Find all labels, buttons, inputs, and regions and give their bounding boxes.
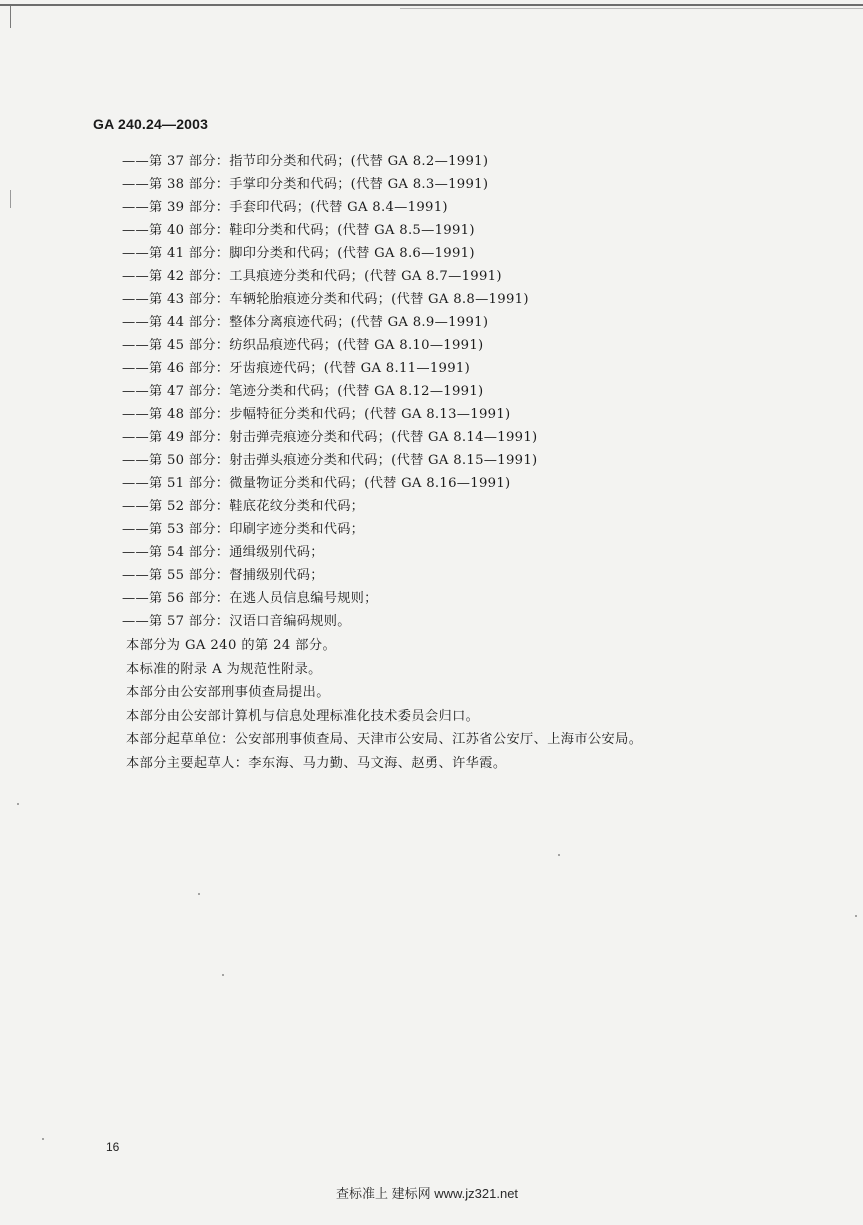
note-paragraph: 本标准的附录 A 为规范性附录。 <box>126 661 322 677</box>
list-item: ——第 54 部分：通缉级别代码； <box>122 545 324 560</box>
list-item: ——第 49 部分：射击弹壳痕迹分类和代码；(代替 GA 8.14—1991) <box>122 430 538 445</box>
page-number: 16 <box>106 1140 120 1154</box>
note-paragraph: 本部分主要起草人：李东海、马力勤、马文海、赵勇、许华霞。 <box>126 755 507 771</box>
scan-edge-line <box>0 4 863 6</box>
list-item: ——第 39 部分：手套印代码；(代替 GA 8.4—1991) <box>122 200 448 215</box>
note-paragraph: 本部分为 GA 240 的第 24 部分。 <box>126 638 337 653</box>
parts-list <box>122 150 762 633</box>
list-item: ——第 44 部分：整体分离痕迹代码；(代替 GA 8.9—1991) <box>122 315 489 330</box>
list-item: ——第 56 部分：在逃人员信息编号规则； <box>122 591 378 606</box>
list-item: ——第 52 部分：鞋底花纹分类和代码； <box>122 499 365 514</box>
list-item: ——第 50 部分：射击弹头痕迹分类和代码；(代替 GA 8.15—1991) <box>122 453 538 468</box>
scan-speck <box>17 803 19 805</box>
list-item: ——第 46 部分：牙齿痕迹代码；(代替 GA 8.11—1991) <box>122 361 471 376</box>
list-item: ——第 40 部分：鞋印分类和代码；(代替 GA 8.5—1991) <box>122 223 475 238</box>
scan-speck <box>855 915 857 917</box>
scan-margin-mark <box>10 190 11 208</box>
watermark-text: 查标准上 建标网 www.jz321.net <box>336 1186 519 1201</box>
scan-speck <box>558 854 560 856</box>
list-item: ——第 55 部分：督捕级别代码； <box>122 568 324 583</box>
list-item: ——第 51 部分：微量物证分类和代码；(代替 GA 8.16—1991) <box>122 476 511 491</box>
list-item: ——第 53 部分：印刷字迹分类和代码； <box>122 522 365 537</box>
standard-id-header: GA 240.24—2003 <box>93 116 209 132</box>
list-item: ——第 48 部分：步幅特征分类和代码；(代替 GA 8.13—1991) <box>122 407 511 422</box>
scan-margin-mark <box>10 6 11 28</box>
list-item: ——第 45 部分：纺织品痕迹代码；(代替 GA 8.10—1991) <box>122 338 484 353</box>
list-item: ——第 47 部分：笔迹分类和代码；(代替 GA 8.12—1991) <box>122 384 484 399</box>
list-item: ——第 42 部分：工具痕迹分类和代码；(代替 GA 8.7—1991) <box>122 269 502 284</box>
note-paragraph: 本部分起草单位：公安部刑事侦查局、天津市公安局、江苏省公安厅、上海市公安局。 <box>126 732 643 747</box>
note-paragraph: 本部分由公安部刑事侦查局提出。 <box>126 685 330 700</box>
scan-edge-line-secondary <box>400 8 863 9</box>
list-item: ——第 37 部分：指节印分类和代码；(代替 GA 8.2—1991) <box>122 154 489 169</box>
scan-speck <box>198 893 200 895</box>
scan-speck <box>222 974 224 976</box>
note-paragraph: 本部分由公安部计算机与信息处理标准化技术委员会归口。 <box>126 708 480 724</box>
list-item: ——第 57 部分：汉语口音编码规则。 <box>122 614 351 629</box>
scan-speck <box>42 1138 44 1140</box>
list-item: ——第 41 部分：脚印分类和代码；(代替 GA 8.6—1991) <box>122 246 475 261</box>
foreword-notes <box>126 634 766 775</box>
list-item: ——第 43 部分：车辆轮胎痕迹分类和代码；(代替 GA 8.8—1991) <box>122 292 529 307</box>
list-item: ——第 38 部分：手掌印分类和代码；(代替 GA 8.3—1991) <box>122 177 489 192</box>
